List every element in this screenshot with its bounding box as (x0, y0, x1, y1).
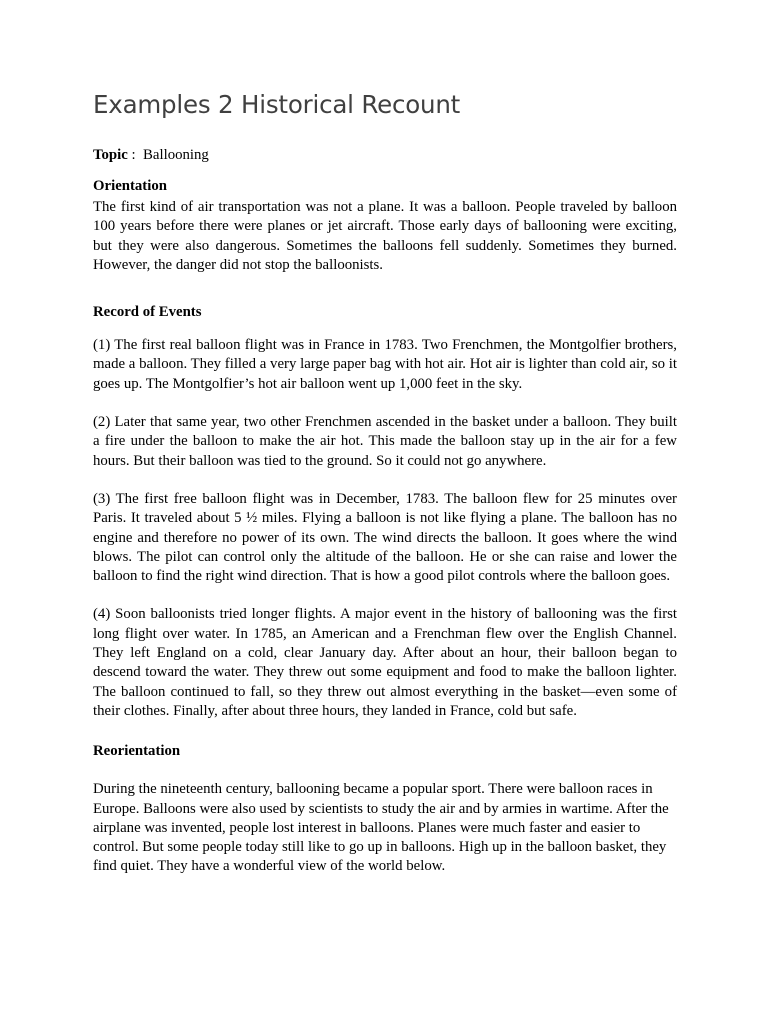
topic-value: Ballooning (143, 147, 209, 163)
topic-label: Topic (93, 147, 128, 163)
orientation-paragraph: The first kind of air transportation was not a plane. It was a balloon. People traveled by balloon 100 years before there were planes or jet aircraft. Those early days of ballooning were exciting, but they were also dangerous. Sometimes the balloons fell suddenly. Sometimes they burned. However, the danger did not stop the balloonists. (93, 199, 677, 273)
record-of-events-heading: Record of Events (93, 304, 202, 321)
topic-line (93, 146, 677, 165)
event-paragraph-1: (1) The first real balloon flight was in France in 1783. Two Frenchmen, the Montgolfier brothers, made a balloon. They filled a very large paper bag with hot air. Hot air is lighter than cold air, so it goes up. The Montgolfier’s hot air balloon went up 1,000 feet in the sky. (93, 337, 677, 392)
document-page (93, 88, 677, 877)
event-paragraph-2: (2) Later that same year, two other Frenchmen ascended in the basket under a balloon. They built a fire under the balloon to make the air hot. This made the balloon stay up in the air for a few hours. But their balloon was tied to the ground. So it could not go anywhere. (93, 414, 677, 469)
event-paragraph-4: (4) Soon balloonists tried longer flights. A major event in the history of ballooning was the first long flight over water. In 1785, an American and a Frenchman flew over the English Channel. They left England on a cold, clear January day. After about an hour, their balloon began to descend toward the water. They threw out some equipment and food to make the balloon lighter. The balloon continued to fall, so they threw out almost everything in the basket—even some of their clothes. Finally, after about three hours, they landed in France, cold but safe. (93, 606, 677, 719)
orientation-heading: Orientation (93, 178, 167, 194)
reorientation-heading: Reorientation (93, 743, 181, 760)
reorientation-paragraph: During the nineteenth century, ballooning became a popular sport. There were balloon races in Europe. Balloons were also used by scientists to study the air and by armies in wartime. After the airplane was invented, people lost interest in balloons. Planes were much faster and easier to control. But some people today still like to go up in balloons. High up in the balloon basket, they find quiet. They have a wonderful view of the world below. (93, 781, 669, 875)
event-paragraph-3: (3) The first free balloon flight was in December, 1783. The balloon flew for 25 minutes over Paris. It traveled about 5 ½ miles. Flying a balloon is not like flying a plane. The balloon has no engine and therefore no power of its own. The wind directs the balloon. It goes where the wind blows. The pilot can control only the altitude of the balloon. He or she can raise and lower the balloon to find the right wind direction. That is how a good pilot controls where the balloon goes. (93, 490, 677, 585)
page-title: Examples 2 Historical Recount (93, 90, 461, 119)
topic-separator: : (127, 147, 144, 163)
